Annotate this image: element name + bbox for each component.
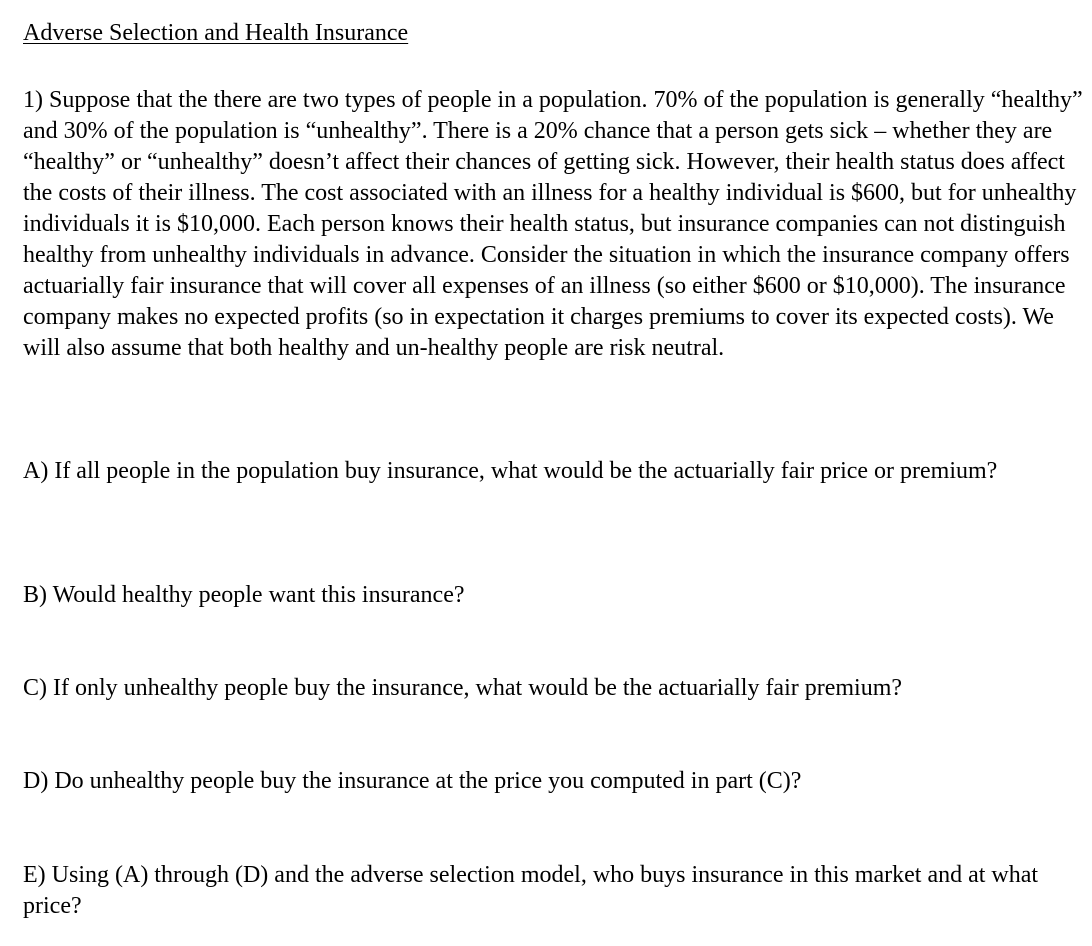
question-d: D) Do unhealthy people buy the insurance at the price you computed in part (C)? xyxy=(23,768,802,794)
document-title: Adverse Selection and Health Insurance xyxy=(23,20,409,46)
question-c: C) If only unhealthy people buy the insurance, what would be the actuarially fair premium? xyxy=(23,675,903,701)
question-b: B) Would healthy people want this insurance? xyxy=(23,582,465,608)
question-e: E) Using (A) through (D) and the adverse selection model, who buys insurance in this market and at what price? xyxy=(23,862,1039,919)
question-a: A) If all people in the population buy insurance, what would be the actuarially fair price or premium? xyxy=(23,458,998,484)
intro-paragraph: 1) Suppose that the there are two types of people in a population. 70% of the population is generally “healthy” and 30% of the population is “unhealthy”. There is a 20% chance that a person gets sick – whether they are “healthy” or “unhealthy” doesn’t affect their chances of getting sick. However, their health status does affect the costs of their illness. The cost associated with an illness for a healthy individual is $600, but for unhealthy individuals it is $10,000. Each person knows their health status, but insurance companies can not distinguish healthy from unhealthy individuals in advance. Consider the situation in which the insurance company offers actuarially fair insurance that will cover all expenses of an illness (so either $600 or $10,000). The insurance company makes no expected profits (so in expectation it charges premiums to cover its expected costs). We will also assume that both healthy and un-healthy people are risk neutral. xyxy=(23,87,1083,361)
